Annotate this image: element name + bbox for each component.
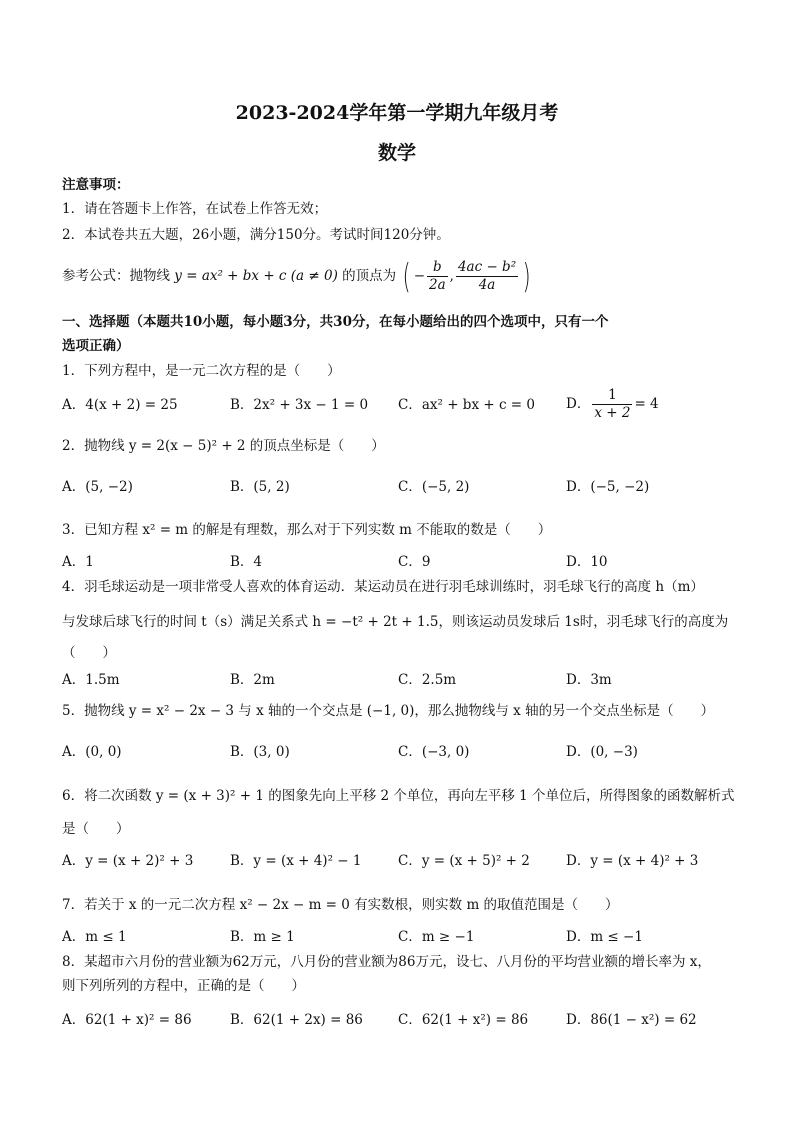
question-1-option-b: B．2x² + 3x − 1 = 0 bbox=[230, 397, 369, 413]
question-4-option-d: D．3m bbox=[566, 672, 612, 688]
vertex-x-numerator: b bbox=[427, 259, 448, 277]
question-7-option-a: A．m ≤ 1 bbox=[62, 929, 127, 945]
question-3-option-b: B．4 bbox=[230, 554, 263, 570]
question-4-option-b: B．2m bbox=[230, 672, 275, 688]
question-3-option-a: A．1 bbox=[62, 554, 94, 570]
question-3-option-d: D．10 bbox=[566, 554, 608, 570]
question-2-option-d: D．(−5, −2) bbox=[566, 479, 650, 495]
question-7-option-b: B．m ≥ 1 bbox=[230, 929, 295, 945]
question-8-stem-line: 8．某超市六月份的营业额为62万元，八月份的营业额为86万元，设七、八月份的平均营业额的增长率为 x， bbox=[62, 954, 711, 970]
option-d-label: D． bbox=[566, 396, 591, 412]
question-4-option-c: C．2.5m bbox=[398, 672, 457, 688]
section-heading-cont: 选项正确） bbox=[62, 338, 130, 354]
option-d-fraction bbox=[592, 387, 632, 422]
note-item: 1．请在答题卡上作答，在试卷上作答无效； bbox=[62, 201, 328, 217]
section-heading: 一、选择题（本题共10小题，每小题3分，共30分，在每小题给出的四个选项中，只有一个 bbox=[62, 314, 609, 330]
option-d-numerator: 1 bbox=[592, 387, 632, 405]
notes-heading: 注意事项： bbox=[62, 177, 130, 193]
question-5-stem: 5．抛物线 y = x² − 2x − 3 与 x 轴的一个交点是 (−1, 0)，那么抛物线与 x 轴的另一个交点坐标是（ ） bbox=[62, 703, 715, 719]
question-2-stem: 2．抛物线 y = 2(x − 5)² + 2 的顶点坐标是（ ） bbox=[62, 438, 385, 454]
question-6-option-c: C．y = (x + 5)² + 2 bbox=[398, 853, 530, 869]
option-d-tail: = 4 bbox=[634, 396, 659, 412]
question-2-option-c: C．(−5, 2) bbox=[398, 479, 470, 495]
question-4-stem-line: 与发球后球飞行的时间 t（s）满足关系式 h = −t² + 2t + 1.5，则该运动员发球后 1s时，羽毛球飞行的高度为 bbox=[62, 614, 729, 630]
question-4-option-a: A．1.5m bbox=[62, 672, 120, 688]
question-3-option-c: C．9 bbox=[398, 554, 431, 570]
right-paren: ) bbox=[522, 256, 531, 297]
question-5-option-d: D．(0, −3) bbox=[566, 744, 638, 760]
vertex-y-numerator: 4ac − b² bbox=[457, 259, 517, 275]
question-8-option-d: D．86(1 − x²) = 62 bbox=[566, 1012, 697, 1028]
question-5-option-b: B．(3, 0) bbox=[230, 744, 290, 760]
question-7-option-d: D．m ≤ −1 bbox=[566, 929, 643, 945]
reference-formula: 参考公式：抛物线 y = ax² + bx + c (a ≠ 0) 的顶点为 ( − $\frac{b}{2a}$ , $\frac{\text{4ac − b²}}{4a}$ ) bbox=[62, 256, 531, 297]
question-1-option-d bbox=[566, 384, 659, 424]
question-3-stem: 3．已知方程 x² = m 的解是有理数，那么对于下列实数 m 不能取的数是（ ） bbox=[62, 522, 552, 538]
question-6-stem-line: 6．将二次函数 y = (x + 3)² + 1 的图象先向上平移 2 个单位，再向左平移 1 个单位后，所得图象的函数解析式 bbox=[62, 788, 735, 804]
question-6-option-b: B．y = (x + 4)² − 1 bbox=[230, 853, 362, 869]
question-7-stem: 7．若关于 x 的一元二次方程 x² − 2x − m = 0 有实数根，则实数 m 的取值范围是（ ） bbox=[62, 897, 619, 913]
question-5-option-a: A．(0, 0) bbox=[62, 744, 122, 760]
question-1-option-a: A．4(x + 2) = 25 bbox=[62, 397, 178, 413]
exam-title: 2023-2024学年第一学期九年级月考 bbox=[235, 102, 559, 124]
question-6-option-a: A．y = (x + 2)² + 3 bbox=[62, 853, 194, 869]
question-8-option-b: B．62(1 + 2x) = 86 bbox=[230, 1012, 363, 1028]
question-8-stem-line: 则下列所列的方程中，正确的是（ ） bbox=[62, 978, 305, 994]
vertex-x-fraction bbox=[427, 259, 448, 294]
vertex-x-denominator: 2a bbox=[429, 277, 446, 293]
question-4-stem-line: （ ） bbox=[62, 645, 116, 661]
formula-prefix: 参考公式：抛物线 bbox=[62, 268, 170, 284]
question-5-option-c: C．(−3, 0) bbox=[398, 744, 470, 760]
question-2-option-b: B．(5, 2) bbox=[230, 479, 290, 495]
question-6-stem-line: 是（ ） bbox=[62, 821, 130, 837]
left-paren: ( bbox=[403, 256, 412, 297]
question-6-option-d: D．y = (x + 4)² + 3 bbox=[566, 853, 699, 869]
question-8-option-a: A．62(1 + x)² = 86 bbox=[62, 1012, 192, 1028]
subject-title: 数学 bbox=[377, 142, 416, 164]
question-4-stem-line: 4．羽毛球运动是一项非常受人喜欢的体育运动．某运动员在进行羽毛球训练时，羽毛球飞行的高度 h（m） bbox=[62, 579, 704, 595]
formula-expression: y = ax² + bx + c (a ≠ 0) bbox=[174, 268, 338, 284]
question-7-option-c: C．m ≥ −1 bbox=[398, 929, 475, 945]
question-2-option-a: A．(5, −2) bbox=[62, 479, 133, 495]
vertex-y-denominator: 4a bbox=[478, 277, 496, 293]
formula-mid: 的顶点为 bbox=[342, 268, 397, 284]
question-1-option-c: C．ax² + bx + c = 0 bbox=[398, 397, 535, 413]
option-d-denominator: x + 2 bbox=[594, 405, 631, 421]
question-8-option-c: C．62(1 + x²) = 86 bbox=[398, 1012, 529, 1028]
note-item: 2．本试卷共五大题，26小题，满分150分。考试时间120分钟。 bbox=[62, 227, 450, 243]
vertex-y-fraction bbox=[456, 259, 518, 294]
question-1-stem: 1．下列方程中，是一元二次方程的是（ ） bbox=[62, 363, 341, 379]
